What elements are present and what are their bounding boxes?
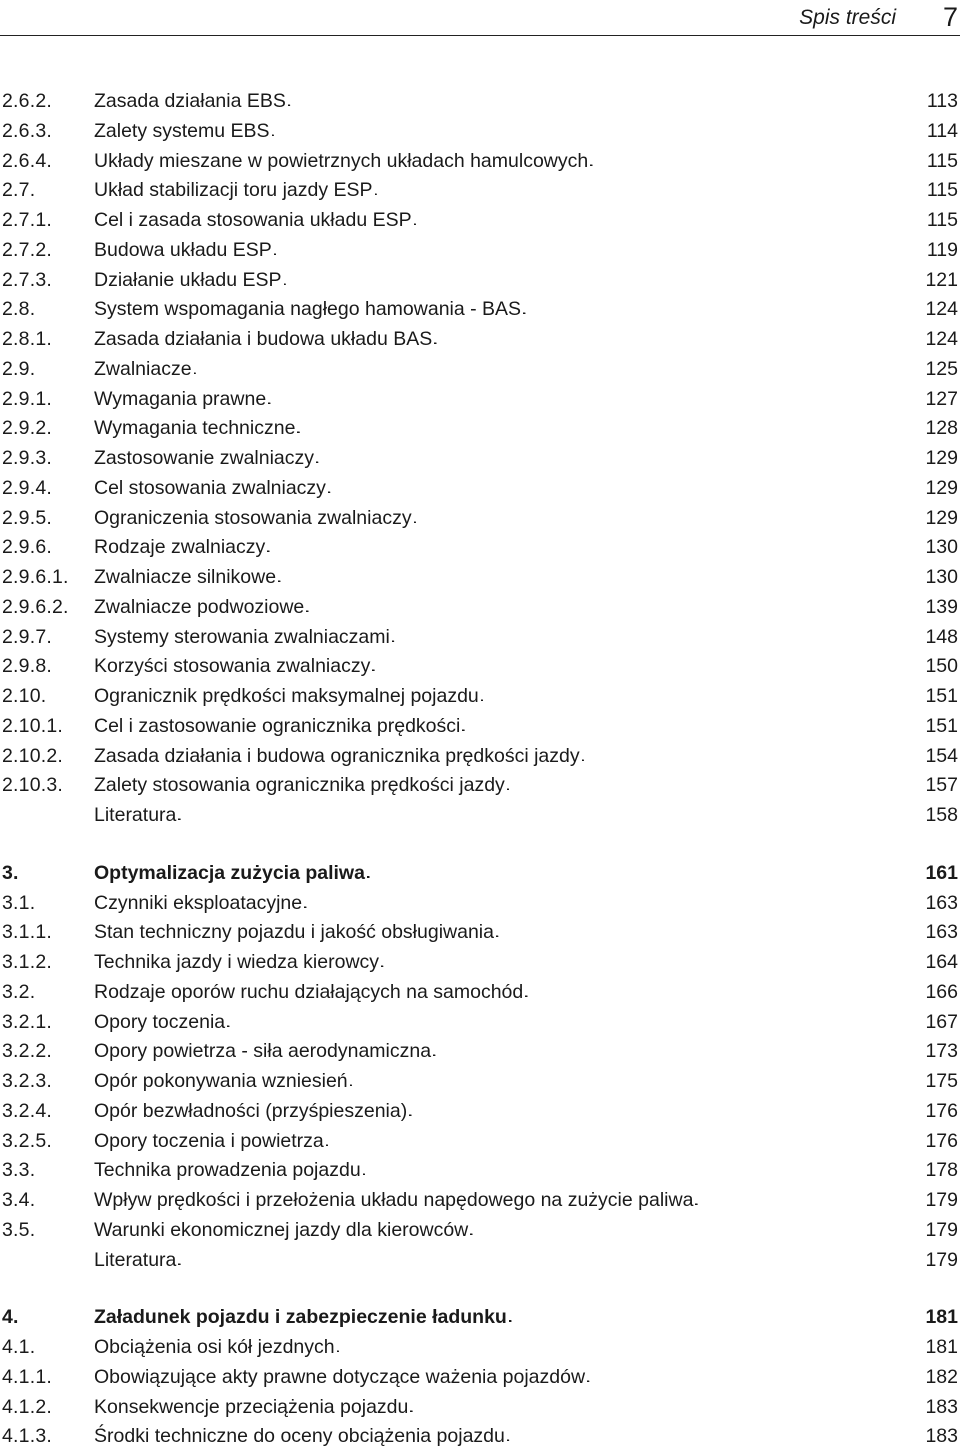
toc-row[interactable] (0, 622, 960, 652)
toc-title: Korzyści stosowania zwalniaczy (94, 655, 371, 677)
toc-page-number: 115 (926, 179, 958, 201)
toc-number: 4.1.3. (2, 1425, 52, 1447)
toc-number: 2.9.6.1. (2, 566, 69, 588)
toc-page-number: 113 (926, 90, 958, 112)
section-title: Spis treści (799, 6, 896, 29)
toc-title: Układ stabilizacji toru jazdy ESP (94, 179, 373, 201)
toc-title: Stan techniczny pojazdu i jakość obsługiwania (94, 921, 494, 943)
toc-title: Literatura (94, 804, 177, 826)
toc-title: Rodzaje zwalniaczy (94, 536, 266, 558)
toc-row[interactable] (0, 1066, 960, 1096)
toc-number: 2.6.4. (2, 150, 52, 172)
toc-page-number: 114 (926, 120, 958, 142)
toc-page-number: 124 (925, 298, 958, 320)
toc-title: Środki techniczne do oceny obciążenia pojazdu (94, 1425, 505, 1447)
toc-page-number: 176 (925, 1100, 958, 1122)
dot-leader (178, 1244, 915, 1276)
toc-title: Cel i zastosowanie ogranicznika prędkości (94, 715, 461, 737)
dot-leader (194, 353, 915, 385)
toc-page-number: 130 (925, 536, 958, 558)
toc-page-number: 179 (925, 1219, 958, 1241)
toc-row[interactable] (0, 770, 960, 800)
toc-number: 3.2.4. (2, 1100, 52, 1122)
toc-title: Literatura (94, 1249, 177, 1271)
toc-page-number: 151 (925, 715, 958, 737)
toc-number: 2.10.2. (2, 745, 64, 767)
toc-number: 2.10.1. (2, 715, 64, 737)
toc-page-number: 115 (926, 209, 958, 231)
toc-title: Układy mieszane w powietrznych układach hamulcowych (94, 150, 589, 172)
toc-title: System wspomagania nagłego hamowania - BAS (94, 298, 522, 320)
toc-number: 4.1.2. (2, 1396, 52, 1418)
toc-row[interactable] (0, 592, 960, 622)
toc-title: Konsekwencje przeciążenia pojazdu (94, 1396, 409, 1418)
toc-row[interactable] (0, 947, 960, 977)
toc-number: 2.9.6. (2, 536, 52, 558)
toc-number: 3.1.1. (2, 921, 52, 943)
toc-title: Obciążenia osi kół jezdnych (94, 1336, 335, 1358)
toc-page-number: 183 (925, 1396, 958, 1418)
toc-page-number: 151 (925, 685, 958, 707)
toc-row[interactable] (0, 354, 960, 384)
dot-leader (433, 1035, 915, 1067)
dot-leader (350, 1065, 915, 1097)
toc-row[interactable] (0, 1245, 960, 1275)
dot-leader (414, 502, 915, 534)
toc-row[interactable] (0, 324, 960, 354)
toc-page-number: 181 (925, 1306, 958, 1328)
toc-page-number: 175 (925, 1070, 958, 1092)
toc-title: Ogranicznik prędkości maksymalnej pojazdu (94, 685, 479, 707)
toc-page-number: 121 (925, 269, 958, 291)
dot-leader (381, 946, 915, 978)
toc-title: Opór pokonywania wzniesień (94, 1070, 348, 1092)
toc-row[interactable] (0, 1421, 960, 1451)
dot-leader (288, 85, 915, 117)
toc-row[interactable] (0, 205, 960, 235)
toc-number: 3.3. (2, 1159, 36, 1181)
toc-row[interactable] (0, 977, 960, 1007)
toc-row[interactable] (0, 175, 960, 205)
dot-leader (272, 115, 915, 147)
toc-page-number: 179 (925, 1249, 958, 1271)
toc-page-number: 124 (925, 328, 958, 350)
dot-leader (481, 680, 915, 712)
dot-leader (284, 264, 915, 296)
dot-leader (278, 561, 915, 593)
toc-row[interactable] (0, 888, 960, 918)
toc-row[interactable] (0, 741, 960, 771)
toc-page-number: 154 (925, 745, 958, 767)
toc-page-number: 167 (925, 1011, 958, 1033)
toc-page-number: 178 (925, 1159, 958, 1181)
dot-leader (268, 383, 915, 415)
toc-title: Zasada działania i budowa układu BAS (94, 328, 433, 350)
toc-row[interactable] (0, 146, 960, 176)
dot-leader (462, 710, 915, 742)
toc-row[interactable] (0, 265, 960, 295)
dot-leader (409, 1095, 915, 1127)
page-number: 7 (942, 2, 958, 32)
dot-leader (410, 1391, 915, 1423)
toc-row[interactable] (0, 503, 960, 533)
dot-leader (523, 293, 915, 325)
toc-page-number: 157 (925, 774, 958, 796)
dot-leader (363, 1154, 915, 1186)
toc-number: 2.7. (2, 179, 36, 201)
toc-number: 3.2.1. (2, 1011, 52, 1033)
toc-number: 3.4. (2, 1189, 36, 1211)
toc-row[interactable] (0, 1126, 960, 1156)
toc-page-number: 148 (925, 626, 958, 648)
dot-leader (274, 234, 915, 266)
dot-leader (582, 740, 915, 772)
toc-number: 2.9.8. (2, 655, 52, 677)
toc-title: Systemy sterowania zwalniaczami (94, 626, 390, 648)
toc-number: 2.9.5. (2, 507, 52, 529)
toc-number: 3.2.2. (2, 1040, 52, 1062)
dot-leader (297, 412, 915, 444)
toc-number: 3.5. (2, 1219, 36, 1241)
toc-title: Wymagania techniczne (94, 417, 296, 439)
dot-leader (434, 323, 915, 355)
toc-title: Zastosowanie zwalniaczy (94, 447, 315, 469)
dot-leader (695, 1184, 915, 1216)
toc-number: 2.9.1. (2, 388, 52, 410)
dot-leader (496, 916, 915, 948)
dot-leader (306, 591, 915, 623)
toc-number: 2.6.2. (2, 90, 52, 112)
toc-title: Opór bezwładności (przyśpieszenia) (94, 1100, 408, 1122)
toc-row[interactable] (0, 711, 960, 741)
toc-row[interactable] (0, 116, 960, 146)
toc-row[interactable] (0, 681, 960, 711)
toc-title: Załadunek pojazdu i zabezpieczenie ładunku (94, 1306, 507, 1328)
toc-title: Opory toczenia i powietrza (94, 1130, 324, 1152)
toc-row[interactable] (0, 532, 960, 562)
toc-row[interactable] (0, 917, 960, 947)
toc-number: 2.7.2. (2, 239, 52, 261)
toc-row[interactable] (0, 235, 960, 265)
toc-page-number: 181 (925, 1336, 958, 1358)
dot-leader (590, 145, 915, 177)
dot-leader (507, 769, 915, 801)
dot-leader (367, 857, 915, 889)
toc-title: Zasada działania i budowa ogranicznika prędkości jazdy (94, 745, 580, 767)
toc-row[interactable] (0, 86, 960, 116)
toc-title: Technika jazdy i wiedza kierowcy (94, 951, 380, 973)
toc-title: Opory toczenia (94, 1011, 226, 1033)
toc-row[interactable] (0, 1362, 960, 1392)
toc-page-number: 139 (925, 596, 958, 618)
toc-title: Ograniczenia stosowania zwalniaczy (94, 507, 412, 529)
toc-number: 3.2. (2, 981, 36, 1003)
dot-leader (392, 621, 915, 653)
toc-page-number: 119 (926, 239, 958, 261)
toc-title: Cel i zasada stosowania układu ESP (94, 209, 412, 231)
toc-page-number: 163 (925, 892, 958, 914)
toc-number: 4.1.1. (2, 1366, 52, 1388)
toc-page-number: 125 (925, 358, 958, 380)
toc-title: Zalety systemu EBS (94, 120, 270, 142)
toc-number: 2.7.1. (2, 209, 52, 231)
dot-leader (227, 1006, 915, 1038)
toc-number: 2.7.3. (2, 269, 52, 291)
dot-leader (267, 531, 915, 563)
toc-number: 2.9. (2, 358, 36, 380)
toc-number: 4. (2, 1306, 19, 1328)
toc-page-number: 129 (925, 447, 958, 469)
dot-leader (326, 1125, 915, 1157)
toc-number: 3.2.5. (2, 1130, 52, 1152)
toc-number: 2.10.3. (2, 774, 64, 796)
toc-number: 3. (2, 862, 19, 884)
toc-page-number: 182 (925, 1366, 958, 1388)
toc-title: Wymagania prawne (94, 388, 267, 410)
toc-page-number: 158 (925, 804, 958, 826)
toc-page-number: 129 (925, 477, 958, 499)
toc-page-number: 163 (925, 921, 958, 943)
toc-page-number: 128 (925, 417, 958, 439)
dot-leader (328, 472, 915, 504)
toc-number: 2.9.2. (2, 417, 52, 439)
toc-number: 2.9.6.2. (2, 596, 69, 618)
toc-row[interactable] (0, 1185, 960, 1215)
toc-row[interactable] (0, 413, 960, 443)
page-header (0, 0, 960, 34)
toc-number: 2.8.1. (2, 328, 52, 350)
toc-number: 4.1. (2, 1336, 36, 1358)
toc-number: 3.1.2. (2, 951, 52, 973)
dot-leader (470, 1214, 915, 1246)
dot-leader (372, 650, 915, 682)
toc-title: Wpływ prędkości i przełożenia układu napędowego na zużycie paliwa (94, 1189, 694, 1211)
toc-title: Cel stosowania zwalniaczy (94, 477, 326, 499)
toc-row[interactable] (0, 473, 960, 503)
toc-number: 2.10. (2, 685, 47, 707)
dot-leader (375, 174, 915, 206)
dot-leader (587, 1361, 915, 1393)
toc-title: Zwalniacze podwoziowe (94, 596, 305, 618)
header-divider (0, 35, 960, 36)
toc-page-number: 183 (925, 1425, 958, 1447)
toc-title: Czynniki eksploatacyjne (94, 892, 303, 914)
toc-title: Zwalniacze silnikowe (94, 566, 277, 588)
toc-row[interactable] (0, 1007, 960, 1037)
toc-chapter-row[interactable] (0, 858, 960, 888)
dot-leader (507, 1420, 915, 1452)
toc-number: 2.9.4. (2, 477, 52, 499)
toc-page-number: 129 (925, 507, 958, 529)
toc-row[interactable] (0, 1332, 960, 1362)
dot-leader (316, 442, 915, 474)
toc-row[interactable] (0, 1096, 960, 1126)
toc-title: Rodzaje oporów ruchu działających na samochód (94, 981, 524, 1003)
toc-page-number: 179 (925, 1189, 958, 1211)
toc-page-number: 173 (925, 1040, 958, 1062)
toc-title: Optymalizacja zużycia paliwa (94, 862, 365, 884)
toc-page-number: 150 (925, 655, 958, 677)
toc-title: Budowa układu ESP (94, 239, 272, 261)
dot-leader (178, 799, 915, 831)
toc-page-number: 127 (925, 388, 958, 410)
toc-row[interactable] (0, 562, 960, 592)
toc-page-number: 166 (925, 981, 958, 1003)
toc-page-number: 161 (925, 862, 958, 884)
toc-page-number: 130 (925, 566, 958, 588)
toc-row[interactable] (0, 651, 960, 681)
toc-row[interactable] (0, 384, 960, 414)
toc-title: Zwalniacze (94, 358, 192, 380)
dot-leader (525, 976, 915, 1008)
toc-row[interactable] (0, 800, 960, 830)
toc-row[interactable] (0, 1392, 960, 1422)
dot-leader (414, 204, 915, 236)
toc-page-number: 164 (925, 951, 958, 973)
dot-leader (304, 887, 915, 919)
toc-number: 3.1. (2, 892, 36, 914)
toc-row[interactable] (0, 1155, 960, 1185)
toc-title: Zasada działania EBS (94, 90, 286, 112)
toc-title: Obowiązujące akty prawne dotyczące ważenia pojazdów (94, 1366, 586, 1388)
toc-title: Opory powietrza - siła aerodynamiczna (94, 1040, 432, 1062)
toc-number: 2.9.3. (2, 447, 52, 469)
toc-number: 2.9.7. (2, 626, 52, 648)
toc-row[interactable] (0, 1215, 960, 1245)
toc-row[interactable] (0, 1036, 960, 1066)
toc-title: Zalety stosowania ogranicznika prędkości jazdy (94, 774, 505, 796)
toc-chapter-row[interactable] (0, 1302, 960, 1332)
dot-leader (337, 1331, 915, 1363)
toc-title: Działanie układu ESP (94, 269, 282, 291)
toc-number: 2.8. (2, 298, 36, 320)
toc-title: Technika prowadzenia pojazdu (94, 1159, 361, 1181)
toc-title: Warunki ekonomicznej jazdy dla kierowców (94, 1219, 469, 1241)
toc-row[interactable] (0, 443, 960, 473)
toc-row[interactable] (0, 294, 960, 324)
toc-number: 3.2.3. (2, 1070, 52, 1092)
toc-page-number: 115 (926, 150, 958, 172)
dot-leader (509, 1301, 915, 1333)
toc-page-number: 176 (925, 1130, 958, 1152)
toc-number: 2.6.3. (2, 120, 52, 142)
